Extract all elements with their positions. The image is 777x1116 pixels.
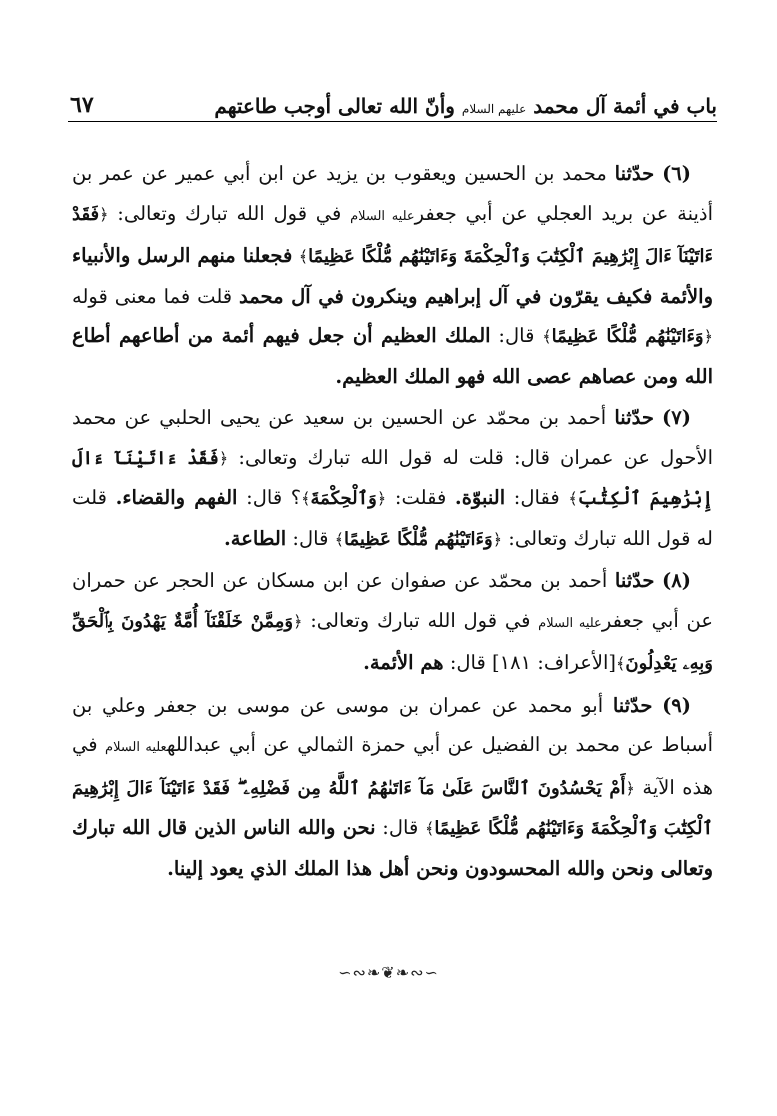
chapter-title-part2: وأنّ الله تعالى أوجب طاعتهم [214,94,455,118]
imam-saying: هم الأئمة. [363,651,444,674]
narration-text: قال: [382,816,419,839]
quran-verse: وَمِمَّنْ خَلَقْنَآ أُمَّةٌ يَهْدُونَ بِٱلْحَقِّ وَبِهِۦ يَعْدِلُونَ [72,610,713,674]
honorific-glyph: عليه السلام [105,740,167,755]
imam-saying: فجعلنا منهم الرسل والأنبياء والأئمة فكيف يقرّون في آل إبراهيم وينكرون في آل محمد [72,244,713,308]
narration-text: فقلت: [394,486,447,509]
quran-bracket-close: ﴾ [301,489,311,508]
hadith-7 [72,398,713,559]
imam-saying: نحن والله الناس الذين قال الله تبارك وتعالى ونحن والله المحسودون ونحن أهل هذا الملك الذي يعود إلينا. [72,816,713,880]
quran-verse: وَٱلْحِكْمَةَ [310,488,377,509]
page-number: ٦٧ [70,92,94,118]
quran-bracket-open: ﴿ [293,611,303,631]
isnad-text: أحمد بن محمّد عن الحسين بن سعيد عن يحيى الحلبي عن محمد الأحول عن عمران قال: قلت له قول الله تبارك وتعالى: [72,406,713,469]
quran-bracket-open: ﴿ [703,327,713,346]
narration-text: قلت له قول الله تبارك وتعالى: [72,486,713,550]
narration-text: قال: [498,324,535,347]
narration-text: في هذه الآية [72,733,713,799]
page-body [72,154,713,890]
quran-verse: وَءَاتَيْنَٰهُم مُّلْكًا عَظِيمًا [343,528,493,550]
quran-verse: فَقَدْ ءَاتَيْنَآ ءَالَ إِبْرَٰهِيمَ ٱلْكِتَٰبَ [72,447,713,509]
haddathana-label: حدّثنا [612,693,653,717]
hadith-8 [72,561,713,684]
haddathana-label: حدّثنا [614,406,654,429]
narration-text: في قول الله تبارك وتعالى: [117,201,342,225]
narration-text: ؟ قال: [246,486,302,509]
quran-bracket-open: ﴿ [376,489,387,508]
hadith-9 [72,686,713,889]
chapter-title-part1: باب في أئمة آل محمد [533,94,717,118]
haddathana-label: حدّثنا [614,162,655,185]
narration-text: قلت فما معنى قوله [72,284,233,308]
quran-verse: فَقَدْ ءَاتَيْنَآ ءَالَ إِبْرَٰهِيمَ ٱلْكِتَٰبَ وَٱلْحِكْمَةَ وَءَاتَيْنَٰهُم مُّلْكًا عَظِيمًا [72,203,714,267]
quran-bracket-close: ﴾ [616,654,626,673]
quran-bracket-close: ﴾ [298,247,309,266]
hadith-number: (٨) [662,569,691,592]
hadith-number: (٩) [662,693,692,717]
imam-saying: النبوّة. [454,486,506,509]
header-rule [68,121,717,122]
isnad-text: أبو محمد عن عمران بن موسى عن موسى بن جعفر وعلي بن أسباط عن محمد بن الفضيل عن أبي حمزة الثمالي عن أبي عبدالله [72,693,714,756]
quran-bracket-close: ﴾ [568,489,578,508]
quran-bracket-close: ﴾ [542,327,552,346]
hadith-number: (٧) [662,406,691,429]
honorific-glyph: عليه السلام [538,615,602,631]
narration-text: في قول الله تبارك وتعالى: [310,608,531,632]
quran-bracket-open: ﴿ [492,529,503,549]
quran-bracket-close: ﴾ [424,819,435,838]
quran-verse: أَمْ يَحْسُدُونَ ٱلنَّاسَ عَلَىٰ مَآ ءَاتَىٰهُمُ ٱللَّهُ مِن فَضْلِهِۦ ۖ فَقَدْ ءَاتَيْنَآ ءَالَ إِبْرَٰهِيمَ ٱلْكِتَٰبَ وَٱلْحِكْمَةَ وَءَاتَيْنَٰهُم مُّلْكًا عَظِيمًا [72,777,713,839]
narration-text: قال: [292,526,329,550]
quran-bracket-open: ﴿ [99,204,109,224]
haddathana-label: حدّثنا [614,569,655,592]
quran-bracket-open: ﴿ [218,448,229,468]
honorific-glyph: عليه السلام [350,208,415,224]
imam-saying: الفهم والقضاء. [115,486,238,509]
hadith-6 [72,154,713,396]
isnad-text: محمد بن الحسين ويعقوب بن يزيد عن ابن أبي عمير عن عمر بن أذينة عن بريد العجلي عن أبي جعفر [72,162,713,225]
chapter-title [214,94,717,118]
end-ornament: ∽∾❧❦❧∾∽ [338,963,439,982]
narration-text: فقال: [513,486,560,509]
quran-bracket-close: ﴾ [334,529,344,549]
running-header [70,78,717,118]
honorific-glyph: عليهم السلام [461,102,527,116]
isnad-text: أحمد بن محمّد عن صفوان عن ابن مسكان عن الحجر عن حمران عن أبي جعفر [72,569,714,632]
verse-reference: [الأعراف: ١٨١] [492,651,617,674]
imam-saying: الملك العظيم أن جعل فيهم أئمة من أطاعهم أطاع الله ومن عصاهم عصى الله فهو الملك العظيم. [72,324,713,388]
quran-verse: وَءَاتَيْنَٰهُم مُّلْكًا عَظِيمًا [551,326,704,347]
quran-bracket-open: ﴿ [625,778,635,798]
hadith-number: (٦) [662,162,692,185]
narration-text: قال: [449,651,486,674]
imam-saying: الطاعة. [224,526,287,550]
